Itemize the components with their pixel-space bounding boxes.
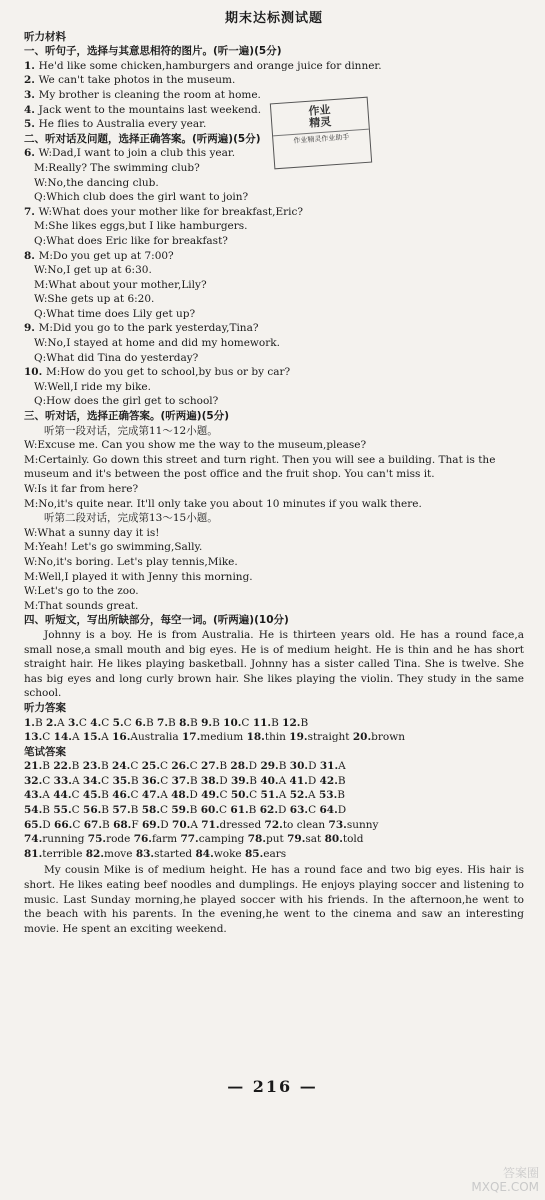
answer-row bbox=[24, 759, 524, 774]
dialogue-line bbox=[24, 249, 524, 264]
dialogue-line bbox=[24, 351, 524, 366]
sample-essay: My cousin Mike is of medium height. He has a round face and two big eyes. His hair is short. He likes eating beef noodles and dumplings. He enjoys playing soccer and listening to music. Last Sunday morning,he played soccer with his friends. In the afternoon,he went to the beach with his parents. In the evening,he went to the cinema and saw an interesting movie. He spent an exciting weekend. bbox=[24, 864, 524, 935]
answer-value: D bbox=[189, 789, 198, 802]
section-3-part2: 听第二段对话，完成第13～15小题。 bbox=[44, 512, 218, 525]
answer-value: F bbox=[131, 818, 139, 831]
answer-value: C bbox=[130, 789, 139, 802]
line-text: Q:What did Tina do yesterday? bbox=[34, 351, 199, 364]
dialogue-line: W:What a sunny day it is! bbox=[24, 526, 160, 539]
answer-value: camping bbox=[198, 833, 245, 846]
answer-value: terrible bbox=[42, 847, 83, 860]
answer-number: 1. bbox=[24, 716, 35, 729]
answer-number: 46. bbox=[112, 789, 131, 802]
dialogue-line bbox=[24, 205, 524, 220]
answer-value: started bbox=[154, 847, 193, 860]
answer-number: 28. bbox=[230, 760, 249, 773]
answer-number: 48. bbox=[171, 789, 190, 802]
stamp-line-3: 作业精灵作业助手 bbox=[273, 129, 370, 149]
answer-number: 66. bbox=[54, 818, 73, 831]
answer-number: 3. bbox=[67, 716, 79, 729]
answer-value: A bbox=[160, 789, 168, 802]
answer-number: 77. bbox=[180, 833, 199, 846]
dialogue-line bbox=[24, 176, 524, 191]
line-text: Q:Which club does the girl want to join? bbox=[34, 191, 249, 204]
answer-number: 36. bbox=[141, 774, 161, 787]
answer-value: to clean bbox=[282, 818, 326, 831]
sentence-item bbox=[24, 59, 524, 74]
answer-number: 59. bbox=[171, 804, 190, 817]
answer-number: 54. bbox=[24, 804, 43, 817]
answer-value: C bbox=[308, 804, 317, 817]
answer-value: sat bbox=[305, 833, 322, 846]
answer-row bbox=[24, 832, 524, 847]
answer-number: 61. bbox=[230, 804, 249, 817]
answer-value: D bbox=[160, 818, 169, 831]
dialogue-line bbox=[24, 219, 524, 234]
answer-number: 52. bbox=[289, 789, 309, 802]
answer-value: A bbox=[71, 731, 80, 744]
answer-number: 85. bbox=[245, 847, 264, 860]
stamp-line-2: 精灵 bbox=[308, 115, 332, 130]
answer-number: 6. bbox=[135, 716, 146, 729]
answer-value: farm bbox=[151, 833, 178, 846]
answer-number: 45. bbox=[82, 789, 102, 802]
line-text: M:Do you get up at 7:00? bbox=[38, 249, 174, 262]
answer-value: straight bbox=[307, 731, 350, 744]
dialogue-line bbox=[24, 263, 524, 278]
listening-answers bbox=[24, 716, 524, 745]
answer-number: 60. bbox=[200, 804, 219, 817]
written-answers bbox=[24, 759, 524, 861]
answer-value: B bbox=[101, 789, 109, 802]
dialogue-line: M:Yeah! Let's go swimming,Sally. bbox=[24, 541, 203, 554]
answer-value: C bbox=[101, 716, 110, 729]
answer-number: 74. bbox=[24, 833, 43, 846]
sentence-item bbox=[24, 88, 524, 103]
answer-number: 18. bbox=[246, 731, 265, 744]
dialogue-line: W:Let's go to the zoo. bbox=[24, 585, 139, 598]
dialogue-line bbox=[24, 307, 524, 322]
item-text: Jack went to the mountains last weekend. bbox=[38, 103, 262, 116]
answer-number: 43. bbox=[24, 789, 43, 802]
answer-number: 71. bbox=[201, 818, 220, 831]
answer-row bbox=[24, 774, 524, 789]
answer-number: 11. bbox=[252, 716, 272, 729]
stamp-line-1: 作业 bbox=[308, 103, 331, 118]
item-number: 8. bbox=[24, 249, 39, 262]
answer-value: put bbox=[266, 833, 284, 846]
answer-number: 12. bbox=[282, 716, 301, 729]
line-text: W:No,I stayed at home and did my homework. bbox=[34, 337, 280, 350]
answer-value: B bbox=[130, 774, 139, 787]
answer-value: sunny bbox=[346, 818, 379, 831]
dialogue-line: M:Well,I played it with Jenny this morning. bbox=[24, 570, 253, 583]
answer-value: C bbox=[241, 716, 250, 729]
answer-number: 50. bbox=[230, 789, 250, 802]
answer-value: B bbox=[189, 804, 198, 817]
item-number: 4. bbox=[24, 103, 39, 116]
answer-number: 63. bbox=[289, 804, 309, 817]
answer-value: B bbox=[130, 804, 139, 817]
answer-row bbox=[24, 730, 524, 745]
answer-value: B bbox=[100, 760, 109, 773]
line-text: M:She likes eggs,but I like hamburgers. bbox=[34, 220, 248, 233]
line-text: W:No,I get up at 6:30. bbox=[34, 264, 152, 277]
answer-value: medium bbox=[200, 731, 244, 744]
answer-number: 69. bbox=[141, 818, 161, 831]
answer-number: 68. bbox=[113, 818, 132, 831]
answer-value: A bbox=[338, 760, 346, 773]
page-title: 期末达标测试题 bbox=[224, 11, 323, 26]
answer-number: 24. bbox=[112, 760, 131, 773]
line-text: W:She gets up at 6:20. bbox=[34, 293, 155, 306]
section-2-heading: 二、听对话及问题，选择正确答案。(听两遍)(5分) bbox=[24, 132, 261, 145]
section-3-part1: 听第一段对话，完成第11～12小题。 bbox=[44, 424, 218, 437]
item-number: 1. bbox=[24, 59, 39, 72]
answer-row bbox=[24, 788, 524, 803]
answer-number: 42. bbox=[319, 774, 338, 787]
answer-value: D bbox=[307, 774, 317, 787]
answer-number: 80. bbox=[324, 833, 343, 846]
dialogue-line bbox=[24, 292, 524, 307]
answer-value: C bbox=[42, 774, 51, 787]
section-4-heading: 四、听短文，写出所缺部分，每空一词。(听两遍)(10分) bbox=[24, 614, 289, 627]
answer-number: 38. bbox=[200, 774, 220, 787]
answer-number: 19. bbox=[289, 731, 308, 744]
answer-value: thin bbox=[264, 731, 286, 744]
answer-number: 84. bbox=[195, 847, 214, 860]
answer-number: 79. bbox=[287, 833, 306, 846]
answer-number: 23. bbox=[82, 760, 101, 773]
answer-number: 35. bbox=[112, 774, 131, 787]
answer-number: 56. bbox=[83, 804, 102, 817]
dialogue-line bbox=[24, 234, 524, 249]
answer-value: B bbox=[71, 760, 80, 773]
answer-number: 8. bbox=[179, 716, 191, 729]
answer-number: 67. bbox=[83, 818, 102, 831]
answer-value: A bbox=[42, 789, 50, 802]
answer-value: ears bbox=[263, 847, 287, 860]
homework-stamp bbox=[270, 97, 372, 170]
item-number: 7. bbox=[24, 205, 39, 218]
watermark-line-1: 答案圈 bbox=[502, 1166, 539, 1180]
answer-value: C bbox=[72, 818, 81, 831]
answer-number: 13. bbox=[24, 731, 43, 744]
watermark-line-2: MXQE.COM bbox=[471, 1180, 539, 1194]
dialogue-line: M:Certainly. Go down this street and turn right. Then you will see a building. That is the museum and it's between the post office and the fruit shop. You can't miss it. bbox=[24, 453, 496, 481]
answer-value: A bbox=[278, 789, 287, 802]
answer-value: B bbox=[189, 774, 198, 787]
answer-value: A bbox=[101, 731, 109, 744]
answer-value: C bbox=[189, 760, 198, 773]
answer-value: A bbox=[308, 789, 316, 802]
answer-value: B bbox=[101, 804, 110, 817]
item-text: We can't take photos in the museum. bbox=[38, 74, 236, 87]
answer-value: B bbox=[337, 774, 346, 787]
answer-value: B bbox=[190, 716, 198, 729]
answer-number: 37. bbox=[171, 774, 190, 787]
answer-value: B bbox=[145, 716, 154, 729]
item-number: 5. bbox=[24, 118, 39, 131]
answer-value: Australia bbox=[130, 731, 179, 744]
page-number: — 216 — bbox=[227, 1077, 318, 1096]
answer-value: B bbox=[249, 774, 257, 787]
item-text: He flies to Australia every year. bbox=[38, 118, 207, 131]
answer-number: 5. bbox=[112, 716, 124, 729]
answer-number: 29. bbox=[260, 760, 279, 773]
line-text: M:Did you go to the park yesterday,Tina? bbox=[38, 322, 259, 335]
written-answers-title: 笔试答案 bbox=[24, 745, 66, 758]
answer-value: C bbox=[249, 789, 258, 802]
answer-number: 53. bbox=[318, 789, 338, 802]
line-text: Q:What time does Lily get up? bbox=[34, 307, 196, 320]
answer-value: B bbox=[42, 804, 50, 817]
answer-value: C bbox=[159, 804, 169, 817]
answer-number: 15. bbox=[82, 731, 102, 744]
listening-answers-title: 听力答案 bbox=[24, 701, 66, 714]
answer-number: 14. bbox=[53, 731, 72, 744]
item-number: 2. bbox=[24, 74, 39, 87]
answer-number: 75. bbox=[87, 833, 107, 846]
answer-value: A bbox=[278, 774, 287, 787]
answer-value: A bbox=[190, 818, 198, 831]
item-number: 6. bbox=[24, 147, 39, 160]
answer-number: 83. bbox=[135, 847, 155, 860]
answer-value: C bbox=[78, 716, 87, 729]
answer-row bbox=[24, 818, 524, 833]
line-text: M:What about your mother,Lily? bbox=[34, 278, 207, 291]
answer-number: 51. bbox=[260, 789, 279, 802]
answer-value: B bbox=[337, 789, 345, 802]
answer-number: 62. bbox=[259, 804, 279, 817]
answer-number: 32. bbox=[24, 774, 43, 787]
answer-value: C bbox=[42, 731, 51, 744]
dialogue-line bbox=[24, 321, 524, 336]
line-text: W:No,the dancing club. bbox=[34, 176, 159, 189]
answer-value: D bbox=[248, 760, 258, 773]
answer-value: C bbox=[123, 716, 132, 729]
answer-value: B bbox=[34, 716, 43, 729]
answer-number: 64. bbox=[319, 804, 338, 817]
answer-number: 44. bbox=[53, 789, 72, 802]
site-watermark bbox=[471, 1166, 539, 1194]
listening-material-label: 听力材料 bbox=[24, 30, 66, 43]
line-text: Q:How does the girl get to school? bbox=[34, 395, 219, 408]
answer-value: running bbox=[42, 833, 85, 846]
answer-value: D bbox=[278, 804, 287, 817]
answer-number: 40. bbox=[260, 774, 279, 787]
dialogue-line bbox=[24, 365, 524, 380]
answer-value: C bbox=[159, 760, 169, 773]
answer-number: 81. bbox=[24, 847, 43, 860]
answer-value: B bbox=[219, 760, 228, 773]
answer-number: 57. bbox=[112, 804, 131, 817]
answer-number: 49. bbox=[201, 789, 220, 802]
answer-number: 20. bbox=[352, 731, 372, 744]
answer-number: 39. bbox=[230, 774, 250, 787]
answer-value: D bbox=[42, 818, 51, 831]
item-text: He'd like some chicken,hamburgers and orange juice for dinner. bbox=[38, 59, 382, 72]
answer-number: 2. bbox=[46, 716, 57, 729]
answer-value: D bbox=[219, 774, 228, 787]
answer-number: 22. bbox=[53, 760, 72, 773]
line-text: W:Dad,I want to join a club this year. bbox=[38, 147, 236, 160]
section-4-passage: Johnny is a boy. He is from Australia. He is thirteen years old. He has a round face,a small nose,a small mouth and big eyes. He is of medium height. He is thin and he has short straight hair. He likes playing basketball. Johnny has a sister called Tina. She is twelve. She has big eyes and long curly brown hair. She likes playing the violin. They study in the same school. bbox=[24, 628, 524, 700]
answer-value: B bbox=[42, 760, 50, 773]
answer-value: B bbox=[271, 716, 279, 729]
answer-value: brown bbox=[371, 731, 405, 744]
answer-number: 78. bbox=[247, 833, 267, 846]
answer-value: A bbox=[71, 774, 80, 787]
answer-number: 70. bbox=[172, 818, 191, 831]
answer-value: B bbox=[278, 760, 287, 773]
answer-value: C bbox=[130, 760, 139, 773]
answer-number: 55. bbox=[53, 804, 72, 817]
answer-number: 47. bbox=[141, 789, 161, 802]
answer-number: 27. bbox=[201, 760, 220, 773]
item-number: 3. bbox=[24, 88, 39, 101]
line-text: M:How do you get to school,by bus or by car? bbox=[45, 366, 291, 379]
dialogue-line bbox=[24, 190, 524, 205]
dialogue-line bbox=[24, 336, 524, 351]
answer-number: 10. bbox=[223, 716, 242, 729]
answer-value: woke bbox=[213, 847, 242, 860]
answer-number: 26. bbox=[171, 760, 190, 773]
dialogue-line bbox=[24, 394, 524, 409]
line-text: Q:What does Eric like for breakfast? bbox=[34, 234, 228, 247]
answer-number: 4. bbox=[90, 716, 102, 729]
answer-value: B bbox=[212, 716, 220, 729]
answer-value: told bbox=[342, 833, 364, 846]
dialogue-line bbox=[24, 278, 524, 293]
dialogue-2 bbox=[24, 526, 524, 614]
answer-row bbox=[24, 716, 524, 731]
answer-value: D bbox=[337, 804, 347, 817]
section-1-heading: 一、听句子，选择与其意思相符的图片。(听一遍)(5分) bbox=[24, 45, 282, 58]
answer-value: C bbox=[71, 789, 80, 802]
answer-row bbox=[24, 847, 524, 862]
item-number: 9. bbox=[24, 322, 39, 335]
answer-number: 17. bbox=[181, 731, 201, 744]
answer-value: rode bbox=[106, 833, 131, 846]
answer-number: 41. bbox=[289, 774, 308, 787]
answer-number: 82. bbox=[85, 847, 105, 860]
section-2-items bbox=[24, 146, 524, 409]
answer-number: 76. bbox=[133, 833, 152, 846]
answer-value: C bbox=[101, 774, 110, 787]
answer-value: A bbox=[57, 716, 65, 729]
answer-number: 72. bbox=[264, 818, 283, 831]
answer-value: D bbox=[308, 760, 317, 773]
sentence-item bbox=[24, 73, 524, 88]
answer-number: 34. bbox=[82, 774, 102, 787]
answer-value: C bbox=[71, 804, 80, 817]
answer-number: 73. bbox=[328, 818, 347, 831]
dialogue-1 bbox=[24, 438, 524, 511]
answer-value: C bbox=[219, 804, 228, 817]
answer-number: 7. bbox=[157, 716, 169, 729]
answer-value: B bbox=[300, 716, 309, 729]
section-3-heading: 三、听对话，选择正确答案。(听两遍)(5分) bbox=[24, 410, 230, 423]
answer-value: dressed bbox=[219, 818, 262, 831]
answer-value: move bbox=[104, 847, 133, 860]
answer-value: C bbox=[160, 774, 169, 787]
dialogue-line: W:No,it's boring. Let's play tennis,Mike. bbox=[24, 555, 238, 568]
dialogue-line: M:No,it's quite near. It'll only take you about 10 minutes if you walk there. bbox=[24, 497, 422, 510]
answer-value: B bbox=[248, 804, 257, 817]
line-text: M:Really? The swimming club? bbox=[34, 161, 200, 174]
line-text: W:Well,I ride my bike. bbox=[34, 380, 151, 393]
item-text: My brother is cleaning the room at home. bbox=[38, 88, 261, 101]
answer-number: 25. bbox=[141, 760, 160, 773]
answer-number: 33. bbox=[53, 774, 72, 787]
dialogue-line: W:Excuse me. Can you show me the way to the museum,please? bbox=[24, 439, 367, 452]
item-number: 10. bbox=[24, 366, 46, 379]
answer-number: 21. bbox=[24, 760, 43, 773]
answer-value: B bbox=[168, 716, 176, 729]
dialogue-line: W:Is it far from here? bbox=[24, 483, 139, 495]
answer-number: 65. bbox=[24, 818, 43, 831]
answer-number: 30. bbox=[289, 760, 309, 773]
dialogue-line bbox=[24, 380, 524, 395]
answer-number: 16. bbox=[112, 731, 131, 744]
answer-number: 9. bbox=[201, 716, 213, 729]
answer-row bbox=[24, 803, 524, 818]
answer-value: B bbox=[102, 818, 110, 831]
dialogue-line: M:That sounds great. bbox=[24, 599, 139, 612]
line-text: W:What does your mother like for breakfast,Eric? bbox=[38, 205, 304, 218]
answer-value: C bbox=[219, 789, 228, 802]
answer-number: 58. bbox=[141, 804, 160, 817]
answer-number: 31. bbox=[319, 760, 339, 773]
